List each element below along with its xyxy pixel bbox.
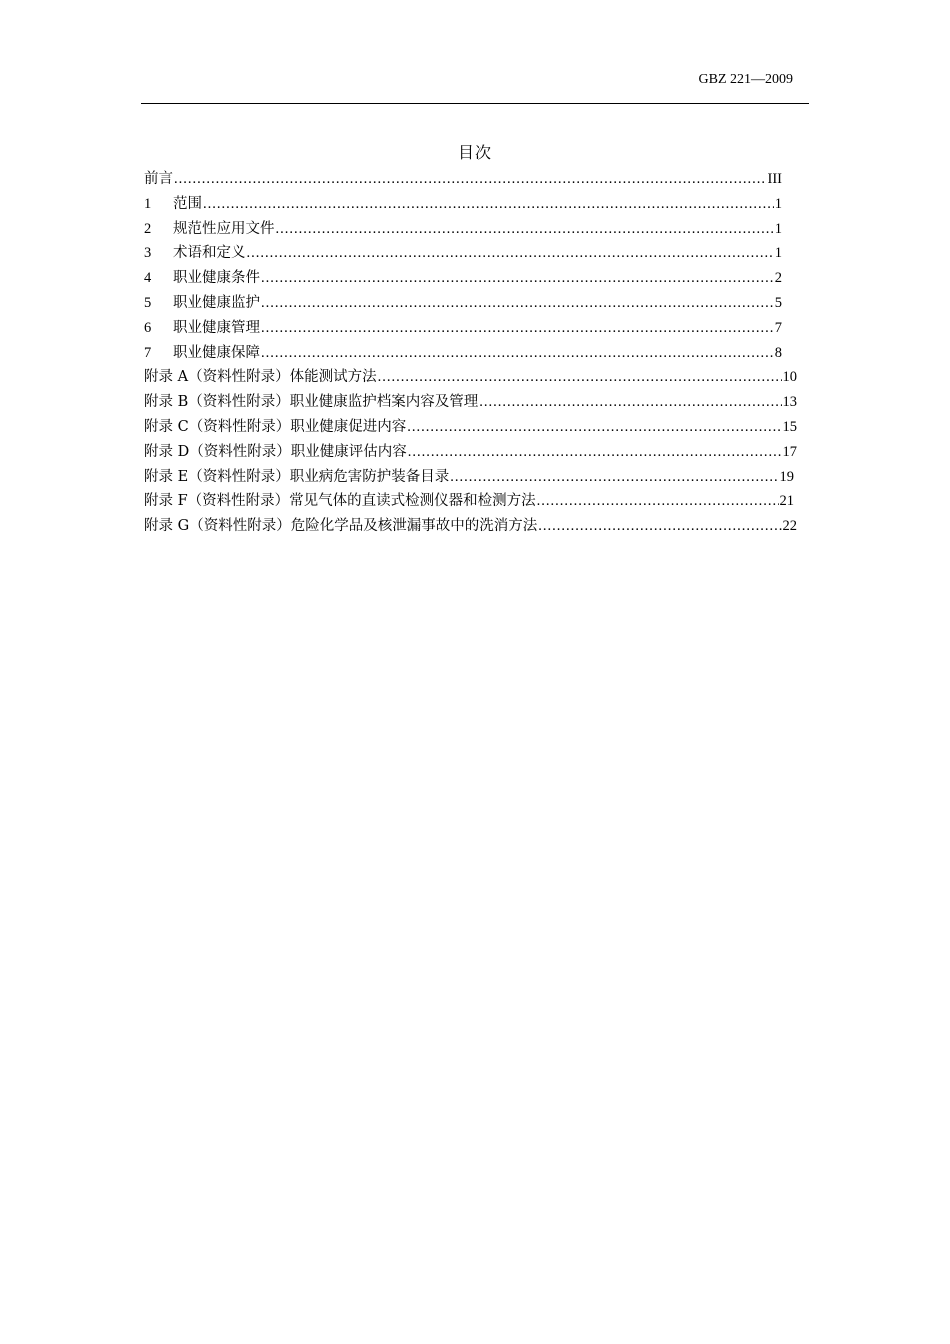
toc-entry-number: 3 <box>144 245 152 262</box>
toc-entry-page: 7 <box>774 319 782 336</box>
toc-entry-leader <box>450 467 778 487</box>
toc-entry-number: 2 <box>144 220 152 237</box>
toc-entry-label: 职业健康监护 <box>173 294 260 311</box>
toc-entry-appendix-g[interactable] <box>144 516 797 541</box>
toc-entry-leader <box>378 367 782 387</box>
toc-entry-label: 附录 A（资料性附录）体能测试方法 <box>144 369 377 386</box>
page-header-code: GBZ 221—2009 <box>698 72 793 87</box>
toc-entry-6[interactable] <box>144 318 782 343</box>
toc-entry-page: 5 <box>774 294 782 311</box>
toc-entry-leader <box>261 293 774 313</box>
toc-entry-page: 1 <box>774 220 782 237</box>
toc-entry-page: 10 <box>782 369 797 386</box>
toc-entry-appendix-f[interactable] <box>144 491 794 516</box>
toc-entry-label: 职业健康保障 <box>173 344 260 361</box>
toc-entry-page: 15 <box>782 418 797 435</box>
toc-entry-page: 1 <box>774 245 782 262</box>
toc-entry-page: 22 <box>782 518 797 535</box>
toc-entry-leader <box>479 392 781 412</box>
toc-entry-leader <box>261 318 774 338</box>
toc-entry-leader <box>203 194 774 214</box>
toc-entry-number: 7 <box>144 344 152 361</box>
toc-entry-5[interactable] <box>144 293 782 318</box>
toc-entry-number: 4 <box>144 270 152 287</box>
toc-entry-label: 职业健康条件 <box>173 270 260 287</box>
toc-entry-label: 附录 C（资料性附录）职业健康促进内容 <box>144 418 407 435</box>
toc-entry-preface[interactable] <box>144 169 782 194</box>
toc-entry-appendix-d[interactable] <box>144 442 797 467</box>
toc-entry-page: 8 <box>774 344 782 361</box>
toc-entry-page: 1 <box>774 195 782 212</box>
toc-entry-appendix-c[interactable] <box>144 417 797 442</box>
toc-entry-appendix-e[interactable] <box>144 467 794 492</box>
toc-entry-2[interactable] <box>144 219 782 244</box>
toc-entry-leader <box>407 417 781 437</box>
toc-entry-label: 范围 <box>173 195 202 212</box>
toc-entry-page: III <box>767 171 782 187</box>
toc-entry-appendix-a[interactable] <box>144 367 797 392</box>
toc-entry-label: 附录 E（资料性附录）职业病危害防护装备目录 <box>144 468 450 485</box>
toc-entry-number: 5 <box>144 294 152 311</box>
toc-entry-label: 附录 D（资料性附录）职业健康评估内容 <box>144 443 407 460</box>
toc-entry-label: 职业健康管理 <box>173 319 260 336</box>
toc-entry-number: 1 <box>144 195 152 212</box>
toc-entry-label: 附录 G（资料性附录）危险化学品及核泄漏事故中的洗消方法 <box>144 518 538 535</box>
toc-entry-label: 附录 B（资料性附录）职业健康监护档案内容及管理 <box>144 394 479 411</box>
toc-entry-3[interactable] <box>144 243 782 268</box>
toc-entry-leader <box>261 343 774 363</box>
toc-list <box>144 169 798 541</box>
toc-entry-4[interactable] <box>144 268 782 293</box>
toc-entry-appendix-b[interactable] <box>144 392 797 417</box>
toc-entry-label: 规范性应用文件 <box>173 220 275 237</box>
toc-entry-page: 17 <box>782 443 797 460</box>
toc-entry-leader <box>537 491 779 511</box>
toc-entry-leader <box>408 442 782 462</box>
toc-entry-leader <box>276 219 774 239</box>
toc-entry-page: 2 <box>774 270 782 287</box>
header-rule <box>141 103 809 104</box>
toc-entry-leader <box>538 516 781 536</box>
toc-entry-page: 13 <box>782 394 797 411</box>
toc-entry-label: 附录 F（资料性附录）常见气体的直读式检测仪器和检测方法 <box>144 493 536 510</box>
toc-entry-page: 21 <box>779 493 794 510</box>
toc-entry-leader <box>174 169 767 189</box>
toc-entry-1[interactable] <box>144 194 782 219</box>
toc-entry-number: 6 <box>144 319 152 336</box>
toc-entry-leader <box>247 243 774 263</box>
toc-entry-page: 19 <box>779 468 794 485</box>
toc-entry-7[interactable] <box>144 343 782 368</box>
toc-title: 目次 <box>457 143 492 162</box>
toc-entry-label: 前言 <box>144 171 173 187</box>
toc-entry-leader <box>261 268 774 288</box>
toc-entry-label: 术语和定义 <box>173 245 246 262</box>
